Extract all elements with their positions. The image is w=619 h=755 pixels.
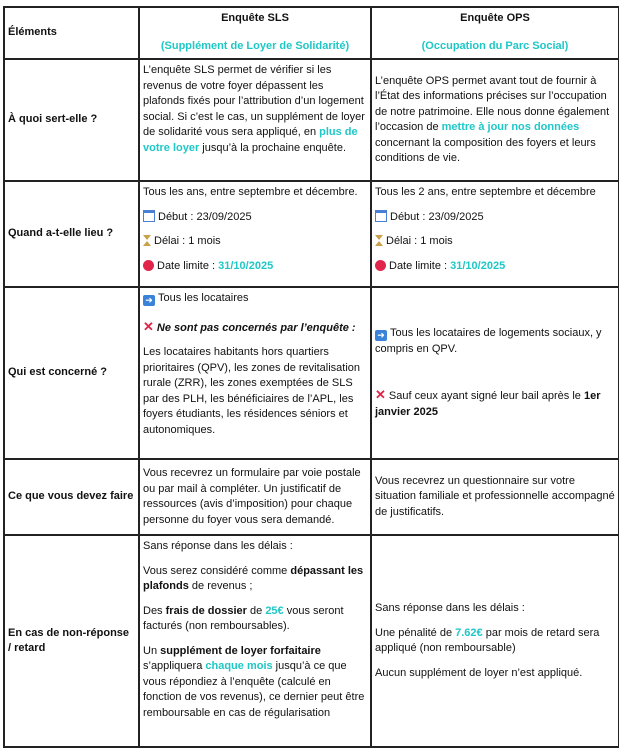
arrow-right-icon: ➜ — [143, 295, 155, 306]
ops-subtitle: (Occupation du Parc Social) — [421, 39, 569, 52]
when-ops-delay — [375, 234, 615, 250]
header-row — [4, 7, 619, 59]
comparison-table — [3, 6, 619, 748]
deadline-date: 31/10/2025 — [450, 259, 506, 272]
noreply-ops-p1 — [375, 626, 615, 657]
red-circle-icon — [375, 260, 386, 271]
noreply-ops-p2: Aucun supplément de loyer n’est appliqué. — [375, 666, 583, 679]
purpose-row — [4, 59, 619, 181]
purpose-sls — [139, 59, 371, 181]
when-ops-frequency: Tous les 2 ans, entre septembre et décembre — [375, 186, 596, 198]
who-sls-not — [143, 319, 367, 337]
when-sls-start — [143, 210, 367, 226]
who-ops-except — [375, 387, 615, 420]
todo-row — [4, 459, 619, 535]
todo-sls: Vous recevrez un formulaire par voie postale ou par mail à compléter. Un justificatif de ressources (avis d’imposition) pour chaque personne du foyer vous sera demandé. — [139, 459, 371, 535]
purpose-label: À quoi sert-elle ? — [4, 59, 139, 181]
noreply-ops-intro: Sans réponse dans les délais : — [375, 602, 525, 614]
purpose-ops — [371, 59, 619, 181]
when-sls-deadline — [143, 259, 367, 275]
ops-p1-b: 7.62€ — [455, 626, 483, 639]
p1-b: dépassant les plafonds — [143, 564, 364, 592]
purpose-ops-text: L’enquête OPS permet avant tout de fournir à l’État des informations précises sur l’occupation de notre patrimoine. Elle nous donne également l’occasion de — [375, 74, 610, 133]
purpose-sls-highlight: plus de votre loyer — [143, 126, 358, 154]
noreply-row — [4, 535, 619, 747]
when-sls — [139, 181, 371, 287]
delay-text: Délai : 1 mois — [154, 235, 221, 247]
when-row — [4, 181, 619, 287]
purpose-sls-text: L’enquête SLS permet de vérifier si les revenus de votre foyer dépassent les plafonds fixés pour l’attribution d’un logement social. Si c’est le cas, un supplément de loyer de solidarité vous sera appliqué, en — [143, 64, 365, 138]
when-ops-deadline — [375, 259, 615, 275]
who-label: Qui est concerné ? — [4, 287, 139, 459]
sls-subtitle: (Supplément de Loyer de Solidarité) — [160, 39, 350, 52]
delay-text: Délai : 1 mois — [386, 235, 453, 247]
p1-c: de revenus ; — [188, 580, 253, 592]
p1-a: Vous serez considéré comme — [143, 564, 291, 577]
sls-title: Enquête SLS — [221, 12, 289, 24]
p2-c: de — [246, 604, 266, 617]
ops-title: Enquête OPS — [460, 12, 530, 24]
who-ops-all-text: Tous les locataires de logements sociaux, y compris en QPV. — [375, 327, 602, 355]
who-sls — [139, 287, 371, 459]
p3-a: Un — [143, 644, 161, 657]
deadline-label: Date limite : — [389, 259, 451, 272]
hourglass-icon — [143, 235, 151, 246]
p3-d: chaque mois — [205, 660, 273, 672]
calendar-icon — [375, 210, 387, 222]
when-sls-delay — [143, 234, 367, 250]
who-row — [4, 287, 619, 459]
who-sls-all-text: Tous les locataires — [158, 292, 249, 304]
cross-icon: ✕ — [143, 318, 154, 334]
p3-c: s’appliquera — [143, 660, 206, 672]
purpose-ops-highlight: mettre à jour nos données — [441, 121, 580, 133]
who-sls-not-text: Ne sont pas concernés par l’enquête : — [156, 321, 356, 334]
noreply-sls-p3 — [143, 644, 367, 722]
ops-p1-c: par mois de retard sera appliqué (non remboursable) — [375, 626, 600, 654]
cross-icon: ✕ — [375, 387, 386, 402]
p2-b: frais de dossier — [165, 604, 247, 617]
hourglass-icon — [375, 235, 383, 246]
header-elements: Éléments — [4, 7, 139, 59]
noreply-sls-p1 — [143, 564, 367, 595]
purpose-ops-text-end: concernant la composition des foyers et leurs conditions de vie. — [375, 136, 596, 164]
when-ops — [371, 181, 619, 287]
p3-e: jusqu’à ce que vous répondiez à l’enquête (calculé en fonction de vos revenus), ce dernier peut être remboursable en cas de régularisation — [143, 660, 365, 719]
header-sls — [139, 7, 371, 59]
who-ops — [371, 287, 619, 459]
p2-a: Des — [143, 604, 166, 617]
p3-b: supplément de loyer forfaitaire — [160, 644, 321, 657]
who-sls-all — [143, 291, 367, 307]
noreply-sls-p2 — [143, 604, 367, 635]
purpose-sls-text-end: jusqu’à la prochaine enquête. — [199, 141, 347, 154]
p2-e: vous seront facturés (non remboursables). — [143, 604, 344, 632]
p2-d: 25€ — [265, 604, 284, 617]
red-circle-icon — [143, 260, 154, 271]
todo-label: Ce que vous devez faire — [4, 459, 139, 535]
arrow-right-icon: ➜ — [375, 330, 387, 341]
start-text: Début : 23/09/2025 — [390, 210, 484, 223]
who-ops-except-text: Sauf ceux ayant signé leur bail après le — [388, 390, 584, 402]
when-label: Quand a-t-elle lieu ? — [4, 181, 139, 287]
noreply-label: En cas de non-réponse / retard — [4, 535, 139, 747]
who-sls-list: Les locataires habitants hors quartiers prioritaires (QPV), les zones de revitalisation rurale (ZRR), les zones exemptées de SLS par des PLH, les bénéficiaires de l’APL, les foyers étudiants, les résidences séniors et autonomiques. — [143, 346, 361, 436]
deadline-date: 31/10/2025 — [218, 259, 274, 272]
header-ops — [371, 7, 619, 59]
ops-p1-a: Une pénalité de — [375, 626, 456, 639]
when-sls-frequency: Tous les ans, entre septembre et décembre. — [143, 186, 358, 198]
deadline-label: Date limite : — [157, 259, 219, 272]
noreply-sls — [139, 535, 371, 747]
noreply-sls-intro: Sans réponse dans les délais : — [143, 540, 293, 552]
noreply-ops — [371, 535, 619, 747]
calendar-icon — [143, 210, 155, 222]
who-ops-all — [375, 326, 615, 357]
when-ops-start — [375, 210, 615, 226]
todo-ops: Vous recevrez un questionnaire sur votre situation familiale et professionnelle accompagné de justificatifs. — [371, 459, 619, 535]
who-ops-except-date: 1er janvier 2025 — [375, 390, 601, 418]
start-text: Début : 23/09/2025 — [158, 210, 252, 223]
